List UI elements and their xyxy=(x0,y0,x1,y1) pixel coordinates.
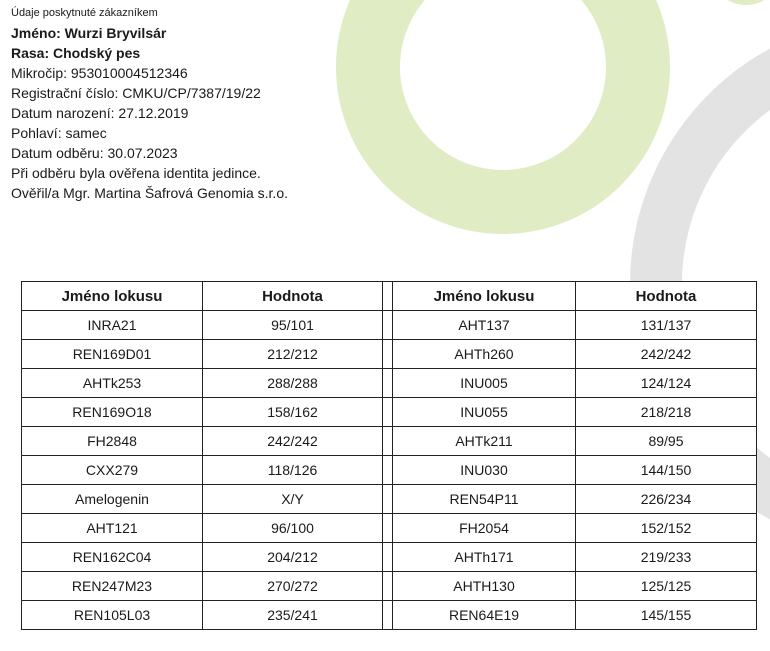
locus-value-cell: 144/150 xyxy=(576,456,757,485)
locus-value-cell: 288/288 xyxy=(203,369,383,398)
locus-name-cell: AHTh171 xyxy=(393,543,576,572)
column-separator xyxy=(383,369,393,398)
table-row xyxy=(22,601,757,630)
locus-name-cell: REN64E19 xyxy=(393,601,576,630)
locus-name-cell: FH2054 xyxy=(393,514,576,543)
column-separator xyxy=(383,514,393,543)
microchip-number: Mikročip: 953010004512346 xyxy=(11,65,188,81)
table-row xyxy=(22,485,757,514)
locus-name-cell: INU005 xyxy=(393,369,576,398)
column-separator xyxy=(383,427,393,456)
locus-value-cell: 158/162 xyxy=(203,398,383,427)
locus-name-cell: AHT137 xyxy=(393,311,576,340)
column-header-value: Hodnota xyxy=(203,282,383,311)
locus-value-cell: 89/95 xyxy=(576,427,757,456)
locus-name-cell: FH2848 xyxy=(22,427,203,456)
locus-value-cell: 131/137 xyxy=(576,311,757,340)
locus-name-cell: CXX279 xyxy=(22,456,203,485)
locus-value-cell: 124/124 xyxy=(576,369,757,398)
column-separator xyxy=(383,601,393,630)
locus-value-cell: 152/152 xyxy=(576,514,757,543)
dog-name: Jméno: Wurzi Bryvilsár xyxy=(11,25,167,41)
sampling-date: Datum odběru: 30.07.2023 xyxy=(11,145,178,161)
table-row xyxy=(22,427,757,456)
locus-value-cell: 242/242 xyxy=(203,427,383,456)
column-separator xyxy=(383,456,393,485)
column-separator xyxy=(383,311,393,340)
loci-results-table xyxy=(21,281,757,630)
locus-value-cell: 242/242 xyxy=(576,340,757,369)
column-header-locus-name: Jméno lokusu xyxy=(22,282,203,311)
locus-name-cell: INRA21 xyxy=(22,311,203,340)
locus-value-cell: 218/218 xyxy=(576,398,757,427)
locus-value-cell: 125/125 xyxy=(576,572,757,601)
locus-name-cell: AHTH130 xyxy=(393,572,576,601)
column-separator xyxy=(383,572,393,601)
locus-name-cell: REN169D01 xyxy=(22,340,203,369)
locus-name-cell: Amelogenin xyxy=(22,485,203,514)
locus-name-cell: INU055 xyxy=(393,398,576,427)
locus-value-cell: 226/234 xyxy=(576,485,757,514)
identity-verified-note: Při odběru byla ověřena identita jedince. xyxy=(11,165,261,181)
column-separator xyxy=(383,398,393,427)
table-row xyxy=(22,398,757,427)
locus-value-cell: 96/100 xyxy=(203,514,383,543)
table-row xyxy=(22,543,757,572)
locus-name-cell: REN247M23 xyxy=(22,572,203,601)
locus-name-cell: AHTk211 xyxy=(393,427,576,456)
locus-value-cell: 235/241 xyxy=(203,601,383,630)
locus-value-cell: 212/212 xyxy=(203,340,383,369)
locus-value-cell: 270/272 xyxy=(203,572,383,601)
locus-value-cell: 204/212 xyxy=(203,543,383,572)
locus-value-cell: 95/101 xyxy=(203,311,383,340)
birth-date: Datum narození: 27.12.2019 xyxy=(11,105,189,121)
column-separator xyxy=(383,485,393,514)
green-ring-decoration xyxy=(368,0,638,202)
locus-name-cell: REN162C04 xyxy=(22,543,203,572)
locus-name-cell: REN105L03 xyxy=(22,601,203,630)
verified-by-note: Ověřil/a Mgr. Martina Šafrová Genomia s.r.o. xyxy=(11,185,288,201)
dog-sex: Pohlaví: samec xyxy=(11,125,107,141)
table-row xyxy=(22,456,757,485)
column-header-value: Hodnota xyxy=(576,282,757,311)
column-separator xyxy=(383,543,393,572)
table-body xyxy=(22,311,757,630)
registration-number: Registrační číslo: CMKU/CP/7387/19/22 xyxy=(11,85,261,101)
column-header-locus-name: Jméno lokusu xyxy=(393,282,576,311)
column-separator xyxy=(383,282,393,311)
locus-name-cell: AHTk253 xyxy=(22,369,203,398)
provided-by-customer-note: Údaje poskytnuté zákazníkem xyxy=(11,7,158,19)
customer-info-block xyxy=(11,6,288,203)
locus-value-cell: 145/155 xyxy=(576,601,757,630)
table-row xyxy=(22,514,757,543)
table-row xyxy=(22,369,757,398)
locus-name-cell: REN169O18 xyxy=(22,398,203,427)
table-row xyxy=(22,572,757,601)
locus-name-cell: INU030 xyxy=(393,456,576,485)
table-header-row xyxy=(22,282,757,311)
column-separator xyxy=(383,340,393,369)
locus-value-cell: 118/126 xyxy=(203,456,383,485)
locus-value-cell: 219/233 xyxy=(576,543,757,572)
locus-name-cell: AHT121 xyxy=(22,514,203,543)
table-row xyxy=(22,311,757,340)
locus-name-cell: AHTh260 xyxy=(393,340,576,369)
locus-name-cell: REN54P11 xyxy=(393,485,576,514)
locus-value-cell: X/Y xyxy=(203,485,383,514)
table-row xyxy=(22,340,757,369)
dog-breed: Rasa: Chodský pes xyxy=(11,45,141,61)
